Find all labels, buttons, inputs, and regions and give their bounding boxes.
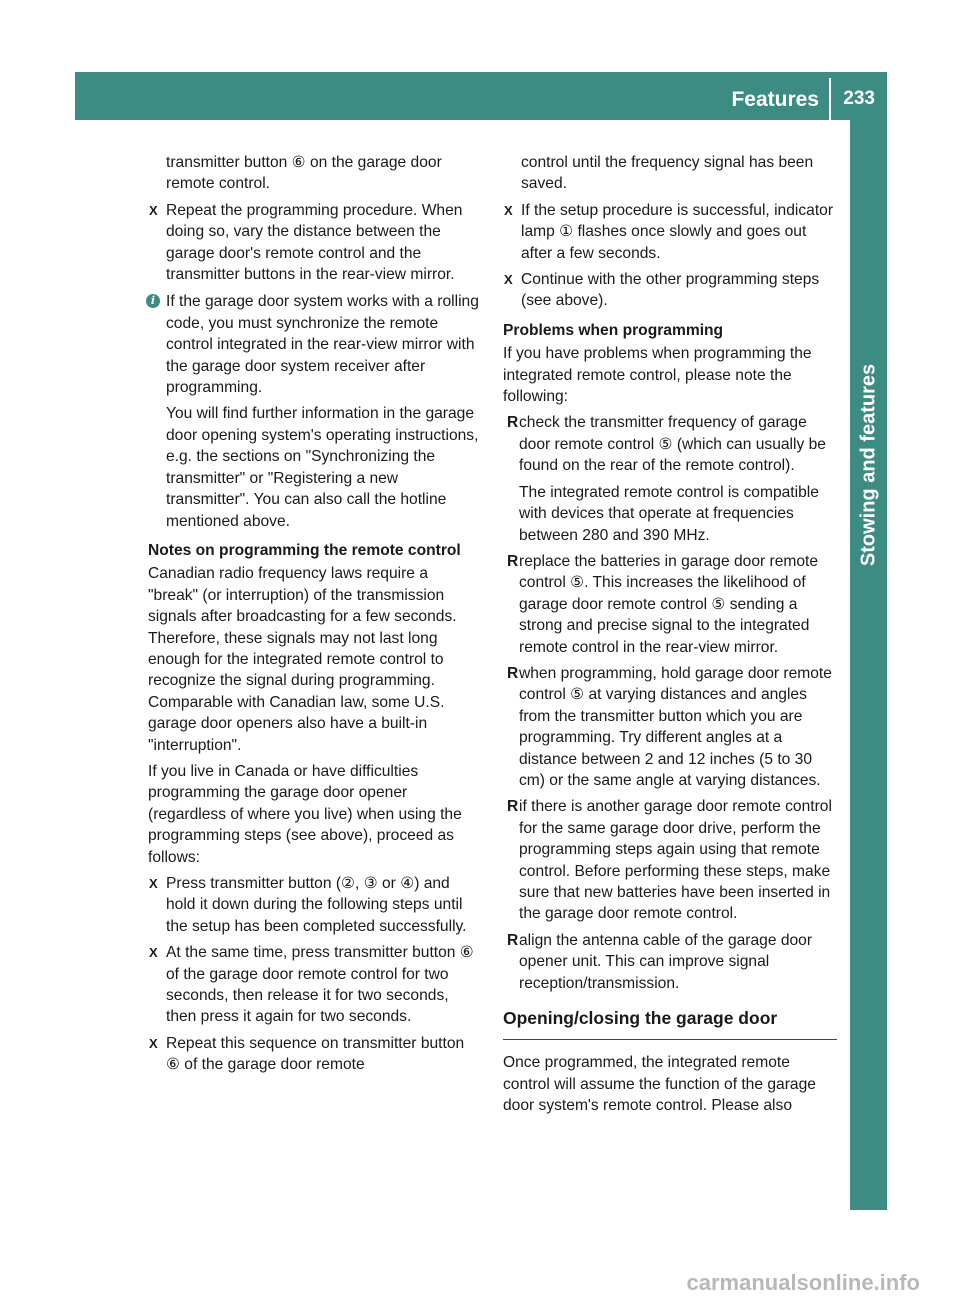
section-heading: Opening/closing the garage door: [503, 1008, 837, 1040]
instruction-step: [503, 200, 837, 264]
continued-text: control until the frequency signal has been saved.: [521, 154, 814, 193]
bullet-marker-icon: R: [507, 664, 519, 682]
bullet-marker-icon: R: [507, 552, 519, 570]
chapter-tab-marker: [850, 880, 887, 1210]
step-marker-icon: X: [149, 876, 158, 891]
subheading: Problems when programming: [503, 321, 724, 339]
bullet-text: align the antenna cable of the garage door opener unit. This can improve signal reception/transmission.: [519, 931, 813, 992]
bullet-item: [503, 412, 837, 545]
info-text: You will find further information in the garage door opening system's operating instructions, e.g. the sections on "Synchronizing the transmitter" or "Registering a new transmitter". You can also call the hotline mentioned above.: [166, 405, 479, 530]
step-marker-icon: X: [504, 202, 513, 218]
step-text: Continue with the other programming steps (see above).: [521, 271, 820, 310]
step-marker-icon: X: [149, 202, 158, 218]
bullet-text: when programming, hold garage door remote control ⑤ at varying distances and angles from the transmitter button which you are programming. Try different angles at a distance between 2 and 12 inches (5 to 30 cm) or the same angle at varying distances.: [519, 664, 832, 789]
info-text: If the garage door system works with a rolling code, you must synchronize the remote control integrated in the rear-view mirror with the garage door system receiver after programming.: [166, 293, 479, 397]
page-number: 233: [843, 88, 875, 109]
bullet-item: [503, 663, 837, 791]
bullet-text: check the transmitter frequency of garage door remote control ⑤ (which can usually be found on the rear of the remote control).: [519, 414, 826, 475]
paragraph: If you have problems when programming the integrated remote control, please note the following:: [503, 345, 812, 406]
bullet-marker-icon: R: [507, 414, 519, 432]
instruction-step: [148, 1033, 482, 1076]
paragraph: Canadian radio frequency laws require a "break" (or interruption) of the transmission signals after broadcasting for a few seconds. Therefore, these signals may not last long enough for the integrated remote control to recognize the signal during programming. Comparable with Canadian law, some U.S. garage door openers also have a built-in "interruption".: [148, 565, 457, 754]
bullet-text: replace the batteries in garage door remote control ⑤. This increases the likelihood of garage door remote control ⑤ sending a strong and precise signal to the integrated remote control in the rear-view mirror.: [519, 552, 819, 656]
step-marker-icon: X: [149, 1035, 158, 1051]
bullet-item: [503, 930, 837, 994]
right-column: [503, 152, 837, 1122]
info-note: [148, 291, 482, 531]
bullet-text: if there is another garage door remote control for the same garage door drive, perform the programming steps again using that remote control. Before performing these steps, make sure that new batteries have been inserted in the garage door remote control.: [519, 798, 832, 923]
instruction-step: [148, 200, 482, 286]
watermark: carmanualsonline.info: [686, 1270, 920, 1295]
instruction-step: [503, 269, 837, 312]
step-text: If the setup procedure is successful, indicator lamp ① flashes once slowly and goes out after a few seconds.: [521, 201, 834, 262]
paragraph: If you live in Canada or have difficulties programming the garage door opener (regardless of where you live) when using the programming steps (see above), proceed as follows:: [148, 762, 462, 866]
instruction-step: [148, 942, 482, 1028]
bullet-item: [503, 551, 837, 658]
step-marker-icon: X: [504, 272, 513, 288]
page-header: [75, 72, 887, 120]
header-divider: [829, 78, 831, 120]
step-text: Repeat the programming procedure. When doing so, vary the distance between the garage door's remote control and the transmitter buttons in the rear-view mirror.: [166, 201, 463, 284]
left-column: [148, 152, 482, 1081]
step-marker-icon: X: [149, 945, 158, 961]
bullet-marker-icon: R: [507, 931, 519, 949]
bullet-marker-icon: R: [507, 798, 519, 816]
info-icon: i: [146, 294, 160, 308]
bullet-item: [503, 796, 837, 924]
section-title: Features: [731, 88, 819, 111]
bullet-extra: The integrated remote control is compatible with devices that operate at frequencies between 280 and 390 MHz.: [519, 483, 819, 544]
instruction-step: [148, 873, 482, 937]
step-text: Repeat this sequence on transmitter button ⑥ of the garage door remote: [166, 1034, 465, 1074]
continued-text: transmitter button ⑥ on the garage door remote control.: [166, 154, 442, 193]
subheading: Notes on programming the remote control: [148, 541, 461, 559]
step-text: At the same time, press transmitter button ⑥ of the garage door remote control for two seconds, then release it for two seconds, then press it again for two seconds.: [166, 944, 474, 1026]
paragraph: Once programmed, the integrated remote control will assume the function of the garage door system's remote control. Please also: [503, 1054, 816, 1115]
step-text: Press transmitter button (②, ③ or ④) and hold it down during the following steps until the setup has been completed successfully.: [166, 875, 467, 935]
chapter-tab-label: Stowing and features: [857, 363, 880, 567]
